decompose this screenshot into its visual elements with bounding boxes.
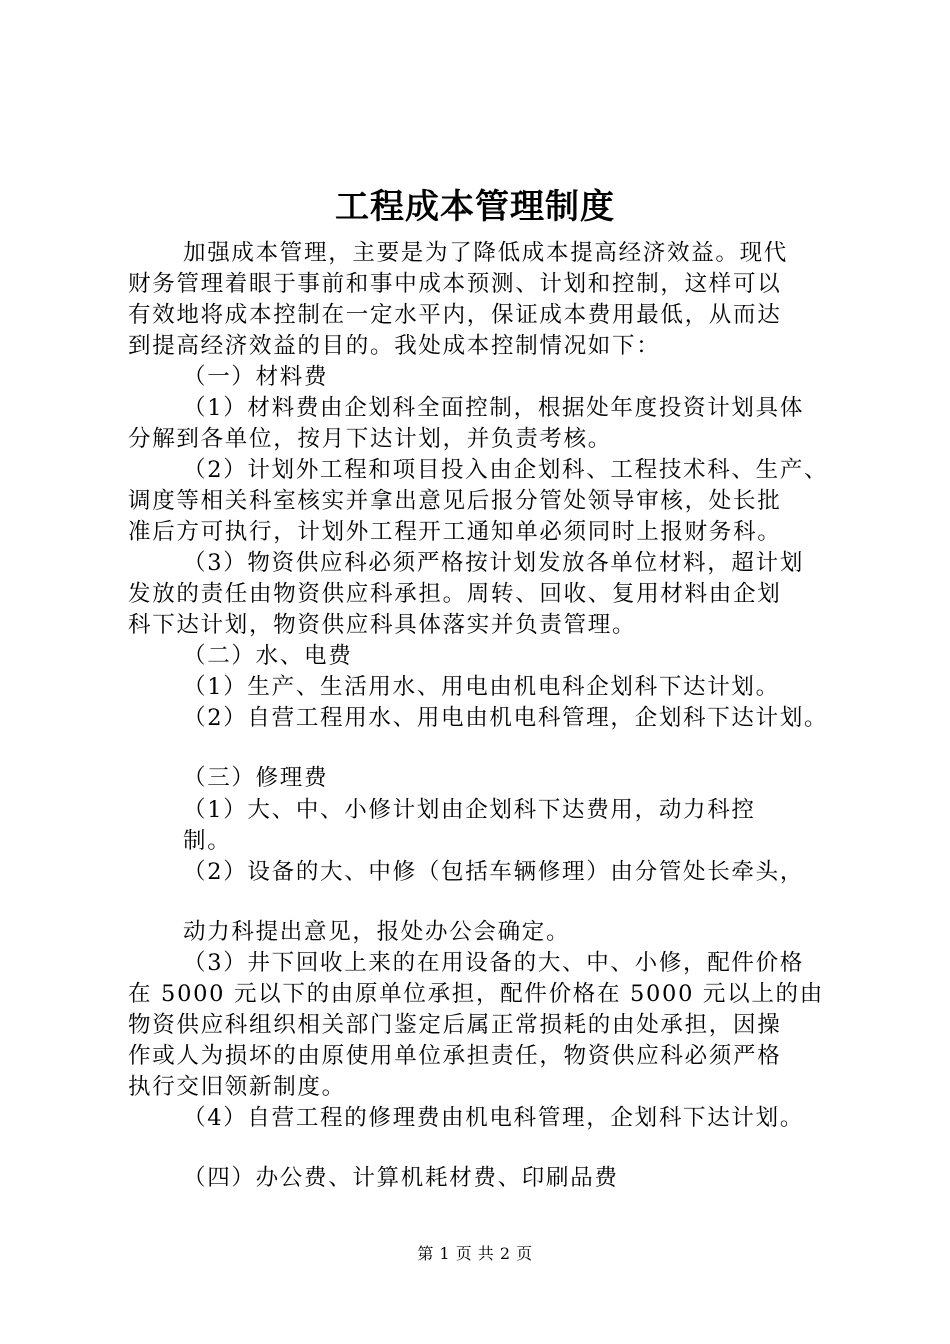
- section-heading: （三）修理费: [183, 765, 329, 791]
- paragraph-line: （4）自营工程的修理费由机电科管理，企划科下达计划。: [183, 1105, 805, 1131]
- section-heading: （四）办公费、计算机耗材费、印刷品费: [183, 1165, 619, 1191]
- paragraph-line: 调度等相关科室核实并拿出意见后报分管处领导审核，处长批: [128, 488, 782, 514]
- paragraph-line: 执行交旧领新制度。: [128, 1074, 346, 1100]
- section-heading: （二）水、电费: [183, 643, 353, 669]
- paragraph-line: 动力科提出意见，报处办公会确定。: [183, 919, 571, 945]
- paragraph-line: 到提高经济效益的目的。我处成本控制情况如下：: [128, 333, 661, 359]
- paragraph-line: 准后方可执行，计划外工程开工通知单必须同时上报财务科。: [128, 519, 782, 545]
- paragraph-line: 制。: [183, 828, 232, 854]
- paragraph-line: 在 5000 元以下的由原单位承担，配件价格在 5000 元以上的由: [128, 981, 824, 1007]
- paragraph-line: （1）生产、生活用水、用电由机电科企划科下达计划。: [183, 674, 780, 700]
- paragraph-line: （2）设备的大、中修（包括车辆修理）由分管处长牵头，: [183, 859, 805, 885]
- paragraph-line: 物资供应科组织相关部门鉴定后属正常损耗的由处承担，因操: [128, 1012, 782, 1038]
- paragraph-line: （3）井下回收上来的在用设备的大、中、小修，配件价格: [183, 950, 805, 976]
- paragraph-line: （2）自营工程用水、用电由机电科管理，企划科下达计划。: [183, 705, 829, 731]
- paragraph-line: 作或人为损坏的由原使用单位承担责任，物资供应科必须严格: [128, 1043, 782, 1069]
- page-number-footer: 第 1 页 共 2 页: [417, 1244, 533, 1263]
- paragraph-line: （3）物资供应科必须严格按计划发放各单位材料，超计划: [183, 550, 805, 576]
- paragraph-line: （1）材料费由企划科全面控制，根据处年度投资计划具体: [183, 395, 805, 421]
- paragraph-line: 有效地将成本控制在一定水平内，保证成本费用最低，从而达: [128, 302, 782, 328]
- section-heading: （一）材料费: [183, 364, 329, 390]
- paragraph-line: 财务管理着眼于事前和事中成本预测、计划和控制，这样可以: [128, 271, 782, 297]
- paragraph-line: 加强成本管理，主要是为了降低成本提高经济效益。现代: [183, 240, 789, 266]
- paragraph-line: （2）计划外工程和项目投入由企划科、工程技术科、生产、: [183, 457, 829, 483]
- paragraph-line: 分解到各单位，按月下达计划，并负责考核。: [128, 426, 613, 452]
- paragraph-line: 科下达计划，物资供应科具体落实并负责管理。: [128, 612, 637, 638]
- paragraph-line: （1）大、中、小修计划由企划科下达费用，动力科控: [183, 797, 756, 823]
- document-title: 工程成本管理制度: [335, 187, 615, 227]
- paragraph-line: 发放的责任由物资供应科承担。周转、回收、复用材料由企划: [128, 581, 782, 607]
